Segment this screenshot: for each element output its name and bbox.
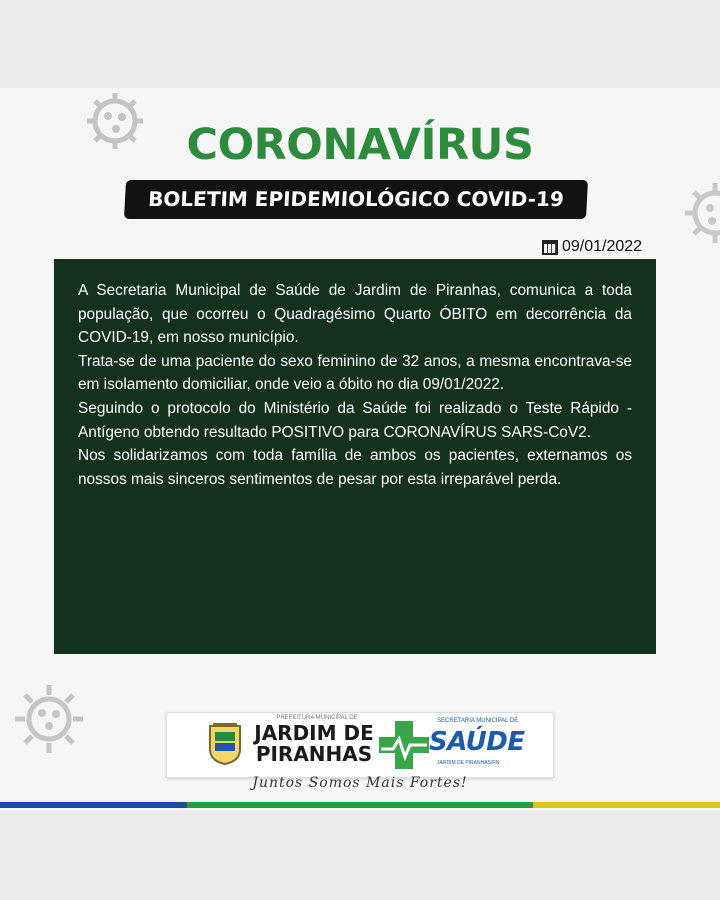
calendar-icon [542, 240, 558, 255]
bulletin-paragraph: A Secretaria Municipal de Saúde de Jardim de Piranhas, comunica a toda população, que ocorreu o Quadragésimo Quarto ÓBITO em decorrência da COVID-19, em nosso município. [78, 282, 632, 347]
page-title: CORONAVÍRUS [186, 120, 534, 170]
virus-icon [680, 178, 720, 248]
bulletin-paragraph: Seguindo o protocolo do Ministério da Saúde foi realizado o Teste Rápido - Antígeno obtendo resultado POSITIVO para CORONAVÍRUS SARS-CoV2. [78, 399, 632, 441]
saude-name: SAÚDE [429, 727, 525, 757]
date-stamp [542, 236, 642, 258]
date-text: 09/01/2022 [562, 238, 643, 255]
city-caption: PREFEITURA MUNICIPAL DE [276, 715, 358, 721]
saude-location: JARDIM DE PIRANHAS/RN [437, 760, 500, 766]
crest-icon [207, 723, 243, 765]
city-name: JARDIM DE PIRANHAS [254, 721, 374, 766]
color-stripe [0, 802, 720, 808]
bulletin-panel [54, 259, 656, 654]
bulletin-paragraph: Nos solidarizamos com toda família de ambos os pacientes, externamos os nossos mais sinceros sentimentos de pesar por esta irreparável perda. [78, 447, 632, 488]
virus-icon [10, 680, 88, 758]
bulletin-subtitle: BOLETIM EPIDEMIOLÓGICO COVID-19 [124, 180, 588, 219]
bulletin-paragraph: Trata-se de uma paciente do sexo feminino de 32 anos, a mesma encontrava-se em isolamento domiciliar, onde veio a óbito no dia 09/01/2022. [78, 352, 632, 394]
saude-caption: SECRETARIA MUNICIPAL DE [437, 718, 519, 724]
logo-bar [166, 712, 554, 778]
health-cross-icon [377, 719, 431, 771]
slogan: Juntos Somos Mais Fortes! [252, 775, 468, 791]
